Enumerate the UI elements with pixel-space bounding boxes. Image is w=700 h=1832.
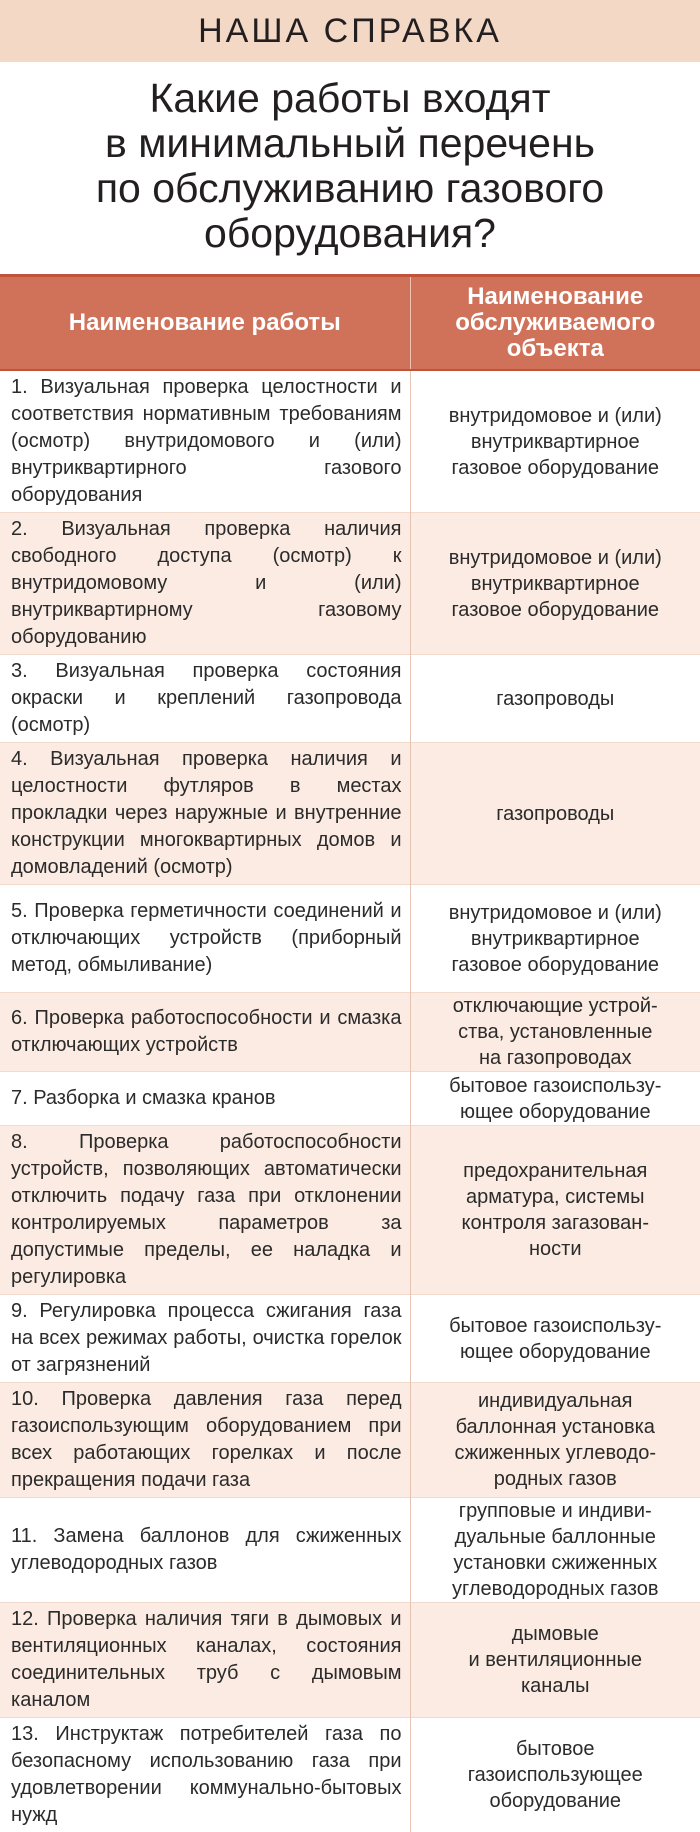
object-name-cell (410, 885, 700, 993)
table-row (0, 743, 700, 885)
headline-line: оборудования? (0, 211, 700, 256)
works-table (0, 274, 700, 1832)
table-row (0, 1498, 700, 1603)
object-name-cell (410, 993, 700, 1072)
object-name-line: каналы (417, 1673, 695, 1699)
object-name-line: установки сжиженных (417, 1550, 695, 1576)
object-name-cell (410, 743, 700, 885)
object-name-line: углеводородных газов (417, 1576, 695, 1602)
object-name-line: баллонная установка (417, 1414, 695, 1440)
header-work-name: Наименование работы (0, 276, 410, 371)
work-name-cell: 2. Визуальная проверка наличия свободного доступа (осмотр) к внутридомовому и (или) внутриквартирному газовому оборудованию (0, 513, 410, 655)
object-name-line: внутриквартирное (417, 429, 695, 455)
object-name-cell (410, 370, 700, 513)
work-name-cell: 8. Проверка работоспособности устройств, позволяющих автоматически отключить подачу газа при отклонении контролируемых параметров за допустимые пределы, ее наладка и регулировка (0, 1126, 410, 1295)
object-name-cell (410, 1295, 700, 1383)
table-row (0, 1718, 700, 1832)
object-name-line: оборудование (417, 1788, 695, 1814)
headline-line: в минимальный перечень (0, 121, 700, 166)
object-name-line: внутридомовое и (или) (417, 545, 695, 571)
table-row (0, 655, 700, 743)
object-name-line: ства, установленные (417, 1019, 695, 1045)
object-name-line: газовое оборудование (417, 952, 695, 978)
object-name-line: газоиспользующее (417, 1762, 695, 1788)
headline (0, 62, 700, 274)
object-name-line: внутриквартирное (417, 571, 695, 597)
table-row (0, 513, 700, 655)
header-object-name: Наименование обслуживаемого объекта (410, 276, 700, 371)
work-name-cell: 7. Разборка и смазка кранов (0, 1072, 410, 1126)
object-name-line: индивидуальная (417, 1388, 695, 1414)
object-name-cell (410, 1072, 700, 1126)
work-name-cell: 9. Регулировка процесса сжигания газа на всех режимах работы, очистка горелок от загрязнений (0, 1295, 410, 1383)
object-name-cell (410, 1126, 700, 1295)
object-name-cell (410, 1603, 700, 1718)
object-name-cell (410, 1718, 700, 1832)
work-name-cell: 4. Визуальная проверка наличия и целостности футляров в местах прокладки через наружные и внутренние конструкции многоквартирных домов и домовладений (осмотр) (0, 743, 410, 885)
object-name-line: газовое оборудование (417, 455, 695, 481)
object-name-line: газопроводы (417, 686, 695, 712)
table-row (0, 1383, 700, 1498)
object-name-line: газовое оборудование (417, 597, 695, 623)
object-name-line: отключающие устрой- (417, 993, 695, 1019)
section-banner: НАША СПРАВКА (0, 0, 700, 62)
work-name-cell: 13. Инструктаж потребителей газа по безопасному использованию газа при удовлетворении коммунально-бытовых нужд (0, 1718, 410, 1832)
object-name-line: предохранительная (417, 1158, 695, 1184)
object-name-line: ющее оборудование (417, 1099, 695, 1125)
work-name-cell: 10. Проверка давления газа перед газоиспользующим оборудованием при всех работающих горелках и после прекращения подачи газа (0, 1383, 410, 1498)
object-name-line: сжиженных углеводо- (417, 1440, 695, 1466)
table-row (0, 1603, 700, 1718)
object-name-line: газопроводы (417, 801, 695, 827)
object-name-cell (410, 1383, 700, 1498)
object-name-line: внутриквартирное (417, 926, 695, 952)
work-name-cell: 12. Проверка наличия тяги в дымовых и вентиляционных каналах, состояния соединительных труб с дымовым каналом (0, 1603, 410, 1718)
object-name-line: внутридомовое и (или) (417, 403, 695, 429)
work-name-cell: 11. Замена баллонов для сжиженных углеводородных газов (0, 1498, 410, 1603)
object-name-cell (410, 1498, 700, 1603)
work-name-cell: 6. Проверка работоспособности и смазка отключающих устройств (0, 993, 410, 1072)
table-row (0, 370, 700, 513)
object-name-line: ности (417, 1236, 695, 1262)
work-name-cell: 5. Проверка герметичности соединений и отключающих устройств (приборный метод, обмыливание) (0, 885, 410, 993)
object-name-line: бытовое газоиспользу- (417, 1313, 695, 1339)
object-name-line: контроля загазован- (417, 1210, 695, 1236)
table-row (0, 885, 700, 993)
table-row (0, 993, 700, 1072)
object-name-line: дуальные баллонные (417, 1524, 695, 1550)
headline-line: Какие работы входят (0, 76, 700, 121)
object-name-line: ющее оборудование (417, 1339, 695, 1365)
object-name-line: на газопроводах (417, 1045, 695, 1071)
object-name-line: арматура, системы (417, 1184, 695, 1210)
headline-line: по обслуживанию газового (0, 166, 700, 211)
object-name-line: дымовые (417, 1621, 695, 1647)
object-name-line: бытовое (417, 1736, 695, 1762)
object-name-cell (410, 655, 700, 743)
object-name-line: бытовое газоиспользу- (417, 1073, 695, 1099)
object-name-line: и вентиляционные (417, 1647, 695, 1673)
object-name-cell (410, 513, 700, 655)
table-row (0, 1126, 700, 1295)
work-name-cell: 3. Визуальная проверка состояния окраски и креплений газопровода (осмотр) (0, 655, 410, 743)
object-name-line: внутридомовое и (или) (417, 900, 695, 926)
table-row (0, 1295, 700, 1383)
table-body (0, 370, 700, 1832)
table-header-row (0, 276, 700, 371)
object-name-line: групповые и индиви- (417, 1498, 695, 1524)
object-name-line: родных газов (417, 1466, 695, 1492)
table-row (0, 1072, 700, 1126)
work-name-cell: 1. Визуальная проверка целостности и соответствия нормативным требованиям (осмотр) внутридомового и (или) внутриквартирного газового оборудования (0, 370, 410, 513)
